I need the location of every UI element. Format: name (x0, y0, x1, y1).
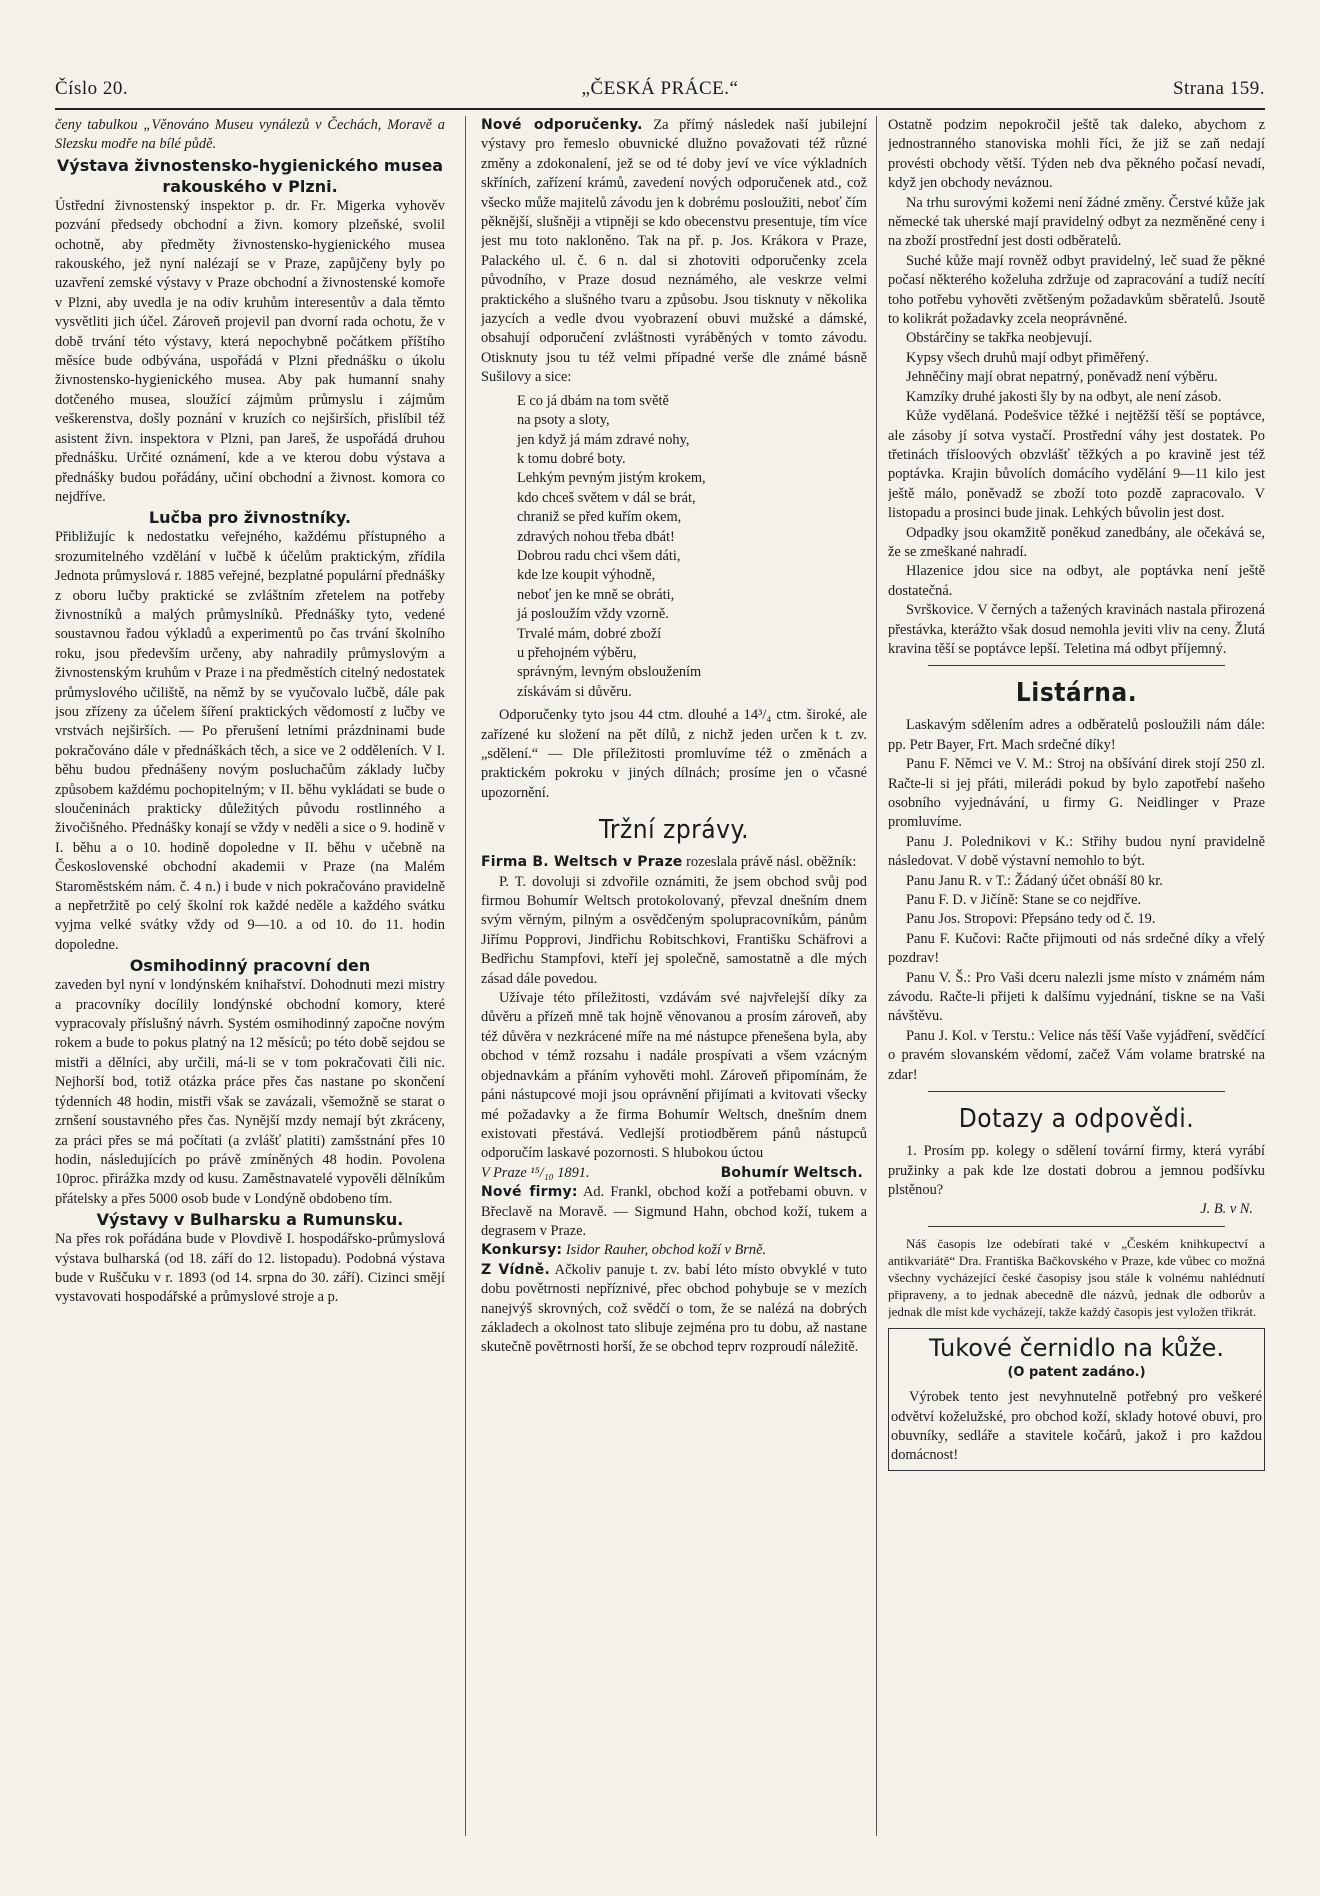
article-heading: Z Vídně. (481, 1261, 550, 1278)
header-rule (55, 108, 1265, 110)
ad-text: Výrobek tento jest nevyhnutelně potřebný pro veškeré odvětví koželužské, pro obchod koží, sklady hotové obuvi, pro obuvníky, sedláře a stavitele kočárů, jakož i pro každou domácnost! (891, 1389, 1262, 1464)
letter-date: V Praze ¹⁵/₁₀ 1891. (481, 1164, 590, 1181)
column-divider-1 (465, 116, 466, 1836)
market-paragraph: Ostatně podzim nepokročil ještě tak daleko, abychom z jednostranného stanoviska mohli říci, že již se zaň nedají provésti obchody větší. Týden neb dva pěkného počasí nevadí, když jen obchody neváznou. (888, 117, 1265, 192)
section-divider (928, 665, 1225, 666)
article-heading: Osmihodinný pracovní den (129, 956, 371, 976)
page-header (55, 78, 1265, 106)
column-3 (888, 116, 1265, 1886)
poem-line: kde lze koupit výhodně, (517, 567, 656, 584)
section-title: Listárna. (1015, 678, 1138, 709)
article-heading: Výstavy v Bulharsku a Rumunsku. (96, 1210, 404, 1230)
article-body: P. T. dovoluji si zdvořile oznámiti, že jsem obchod svůj pod firmou Bohumír Weltsch protokolovaný, převzal dnešním dnem svým věrným, pilným a osvědčeným spolupracovníkům, pánům Jiřímu Popprovi, Jindřichu Robitschkovi, Františku Schäfrovi a Bedřichu Stampfovi, kteří jej společně, samostatně a dle mých zásad dále povedou. (481, 873, 867, 987)
section-title: Tržní zprávy. (598, 815, 750, 846)
subscription-notice: Náš časopis lze odebírati také v „Českém knihkupectví a antikvariátě“ Dra. Františka Bačkovského v Praze, kde vůbec co možná všechny vycházející české časopisy jsou stále k volnému nahlédnutí připraveny, a to jednak abecedně dle názvů, jednak dle odborův a jednak dle míst kde vycházejí, takže každý časopis jest vyložen třikrát. (888, 1235, 1265, 1319)
article-heading: Výstava živnostensko-hygienického musea rakouského v Plzni. (56, 155, 444, 196)
ad-subtitle: (O patent zadáno.) (1007, 1364, 1146, 1380)
article-body: Užívaje této příležitosti, vzdávám své najvřelejší díky za důvěru a přízeň mně tak hojně věnovanou a prosím zároveň, aby též důvěra v nezkrácené míře na mé nástupce přenešena byla, aby obchod v témž rozsahu i nadále prospívati a všem vzácným objednavkám a přáním vyhověti mohl. Zároveň připomínám, že páni nástupcové moji jsou oprávnění přijímati a kvitovati všecky mé požadavky a že firma Bohumír Weltsch, dnešním dnem existovati přestává. Vedlejší protiodběrem pánů nástupců odporučím laskavé pozornosti. S hlubokou úctou (481, 990, 867, 1162)
issue-number: Číslo 20. (55, 78, 129, 99)
article-body: Ad. Frankl, obchod koží a potřebami obuvn. v Břeclavě na Moravě. — Sigmund Hahn, obchod koží, tukem a degrasem v Praze. (481, 1184, 867, 1239)
section-title: Dotazy a odpovědi. (958, 1104, 1195, 1135)
poem (517, 392, 867, 703)
article-heading: Lučba pro živnostníky. (148, 508, 352, 528)
column-divider-2 (876, 116, 877, 1836)
article-heading: Nové odporučenky. (481, 117, 643, 133)
poem-line: neboť jen ke mně se obráti, (517, 586, 675, 603)
section-divider (928, 1226, 1225, 1227)
poem-line: získávám si důvěru. (517, 683, 632, 700)
poem-line: správným, levným obsloužením (517, 664, 702, 681)
market-paragraph: Obstárčiny se takřka neobjevují. (906, 330, 1093, 347)
market-paragraph: Hlazenice jdou sice na odbyt, ale poptávka není ještě dostatečná. (888, 563, 1265, 599)
market-paragraph: Svrškovice. V černých a tažených kravinách nastala přirozená přestávka, kterážto však dosud nemohla jeviti vliv na ceny. Žlutá kravina těší se poptávce lepší. Teletina má odbyt příjemný. (888, 602, 1265, 657)
poem-line: k tomu dobré boty. (517, 450, 626, 467)
market-paragraph: Kamzíky druhé jakosti šly by na odbyt, ale není zásob. (906, 388, 1222, 405)
article-body: Isidor Rauher, obchod koží v Brně. (565, 1242, 767, 1259)
poem-line: Trvalé mám, dobré zboží (517, 625, 662, 642)
letter-answer: Laskavým sdělením adres a odběratelů posloužili nám dále: pp. Petr Bayer, Frt. Mach srdečné díky! (888, 717, 1265, 753)
article-body: Ústřední živnostenský inspektor p. dr. Fr. Migerka vyhověv pozvání předsedy obchodní a živn. komory plzeňské, svolil ochotně, aby předměty živnostensko-hygienického musea rakouského, jež nyní nalézají se v Praze, zapůjčeny byly po uzavření zemské výstavy v Praze obchodní a živnostenské komoře v Plzni, aby uvedla je na odiv kruhům interesentův a dala těmto vysvětliti jich účel. Zároveň projevil pan dvorní rada ochotu, že v době trvání této výstavy, která nepochybně počátkem příštího měsíce bude odbývána, uspořádá v Plzni přednášku o úkolu živnostensko-hygienického musea. Aby pak humanní snahy dotčeného musea, sloužící zájmům průmyslu i zájmům veškerenstva, došly poznání v kruzích co nejširších, přislíbil též asistent živn. inspektora v Plzni, pan Jareš, že uspořádá druhou přednášku. Určité oznámení, kde a ve kterou dobu výstava a přednášky budou pořádány, učiní obchodní a živnost. komora co nejdříve. (55, 197, 445, 505)
section-divider (928, 1091, 1225, 1092)
poem-line: jen když já mám zdravé nohy, (517, 431, 690, 448)
dateline (481, 1164, 867, 1183)
masthead-title: „ČESKÁ PRÁCE.“ (581, 78, 739, 99)
poem-line: Lehkým pevným jistým krokem, (517, 470, 706, 487)
letter-answer: Panu Janu R. v T.: Žádaný účet obnáší 80 kr. (906, 872, 1163, 889)
poem-line: kdo chceš světem v dál se brát, (517, 489, 696, 506)
article-heading: Konkursy: (481, 1242, 563, 1259)
poem-line: zdravých nohou třeba dbát! (517, 528, 675, 545)
market-paragraph: Kypsy všech druhů mají odbyt přiměřený. (906, 349, 1149, 366)
question: 1. Prosím pp. kolegy o sdělení tovární firmy, která vyrábí pružinky a pak kde lze dostati dobrou a jemnou podšívku plstěnou? (888, 1143, 1265, 1198)
poem-line: Dobrou radu chci všem dáti, (517, 547, 681, 564)
poem-line: chraniž se před kuřím okem, (517, 509, 682, 526)
article-body: Odporučenky tyto jsou 44 ctm. dlouhé a 14³/₄ ctm. široké, ale zařízené ku složení na pět dílů, z nichž jeden určen k t. zv. „sdělení.“ — Dle příležitosti promluvíme též o změnách a praktickém pokroku v jiných dílnách; prosíme jen o včasné upozornění. (481, 707, 867, 801)
letter-answer: Panu J. Polednikovi v K.: Střihy budou nyní pravidelně následovat. V době výstavní nemohlo to být. (888, 833, 1265, 870)
article-body: Na přes rok pořádána bude v Plovdivě I. hospodářsko-průmyslová výstava bulharská (od 18. září do 12. listopadu). Podobná výstava bude v Ruščuku v r. 1893 (od 14. srpna do 30. září). Cizinci smějí vystavovati hospodářské a průmyslové stroje a p. (55, 1231, 445, 1306)
letter-answer: Panu F. Němci ve V. M.: Stroj na obšívání direk stojí 250 zl. Račte-li si jej přáti, milerádi pokud by bylo zapotřebí našeho osobního vyjednávání, u firmy G. Neidlinger v Praze promluvíme. (888, 756, 1265, 831)
article-body: Ačkoliv panuje t. zv. babí léto místo obvyklé v tuto dobu povětrnosti nepříznivé, přec obchod pohybuje se v mezích nanejvýš skrovných, což svědčí o tom, že se nalézá na dobrých základech a okolnost tato slibuje zejména pro tu dobu, až nastane skutečně povětrnosti horší, že se obchod teprv rozproudí náležitě. (481, 1261, 867, 1356)
letter-answer: Panu J. Kol. v Terstu.: Velice nás těší Vaše vyjádření, svědčící o pravém slovanském vědomí, začež Vám volame bratrské na zdar! (888, 1027, 1265, 1083)
letter-signer: Bohumír Weltsch. (720, 1164, 863, 1181)
column-1 (55, 116, 445, 1886)
poem-line: na psoty a sloty, (517, 412, 610, 429)
market-paragraph: Jehněčiny mají obrat nepatrný, poněvadž není výběru. (906, 369, 1218, 386)
article-body: Přibližujíc k nedostatku veřejného, každému přístupného a srozumitelného vzdělání v lučbě k účelům praktickým, zřídila Jednota průmyslová r. 1885 veřejné, bezplatné populární přednášky z oboru lučby praktické se zvláštním zřetelem na potřeby živnostníků a malých průmyslníků. Přednášky tyto, vedené soustavnou řadou výkladů a experimentů po čas trvání školního roku, jsou především určeny, aby nahradily průmyslovým a živnostenským kruhům v Praze i na předměstích citelný nedostatek průmyslového učiliště, na němž by se vyučovalo lučbě, dále pak jsou zřízeny za účelem šíření praktických vědomostí z lučby ve vrstvách nejširších. — Po přerušení letními prázdninami bude pokračováno dále v přednáškách těch, a sice ve 2 odděleních. V I. běhu budou přednášeny novým posluchačům základy lučby způsobem každému pochopitelným; v II. běhu vykládati se bude o sloučeninách prakticky důležitých původu rostlinného a živočišného. Přednášky konají se vždy v neděli a sice o 9. hodině v I. běhu a o 10. hodině dopoledne v II. běhu v učebně na Československé obchodní akademii v Praze (na Malém Staroměstském nám. č. 4 n.) i bude v nich pokračováno pravidelně a nepřetržitě po celý školní rok každé neděle a každého svátku vyjma velké svátky vždy od 9—10. a od 10. do 11. hodin dopoledne. (55, 529, 445, 953)
letter-answer: Panu F. D. v Jičíně: Stane se co nejdříve. (906, 892, 1142, 909)
article-body: rozeslala právě násl. oběžník: (686, 854, 857, 871)
article-continuation: čeny tabulkou „Věnováno Museu vynálezů v Čechách, Moravě a Slezsku modře na bílé půdě. (55, 117, 445, 153)
advertisement (888, 1328, 1265, 1471)
market-paragraph: Odpadky jsou okamžitě poněkud zanedbány, ale očekává se, že se zmeškané nahradí. (888, 524, 1265, 560)
article-body: zaveden byl nyní v londýnském knihařství. Dohodnuti mezi mistry a pracovníky docílily londýnské obchodní komory, které vypracovaly příslušný návrh. Systém osmihodinný započne novým rokem a bude to pokus platný na 12 měsíců; po této době sejdou se mistři a dělníci, aby určili, má-li se v tom pokračovati čili nic. Nejhorší bod, totiž otázka práce přes čas nastane po skončení týdenních 48 hodin, mistři však se zavázali, všemožně se starat o zrnšení soustavného přes čas. Nynější mzdy nemají být zkráceny, za práci přes se má počítati (a zvlášť platiti) zamšstnání přes 10 hodin, následujících po právě zmíněných 48 hodin. Povolena 10proc. přirážka mzdy od kusu. Zaměstnavatelé vypověli dělníkům přátelsky a přes 5000 osob bude v Londýně obdobeno tím. (55, 977, 445, 1207)
letter-answer: Panu Jos. Stropovi: Přepsáno tedy od č. 19. (906, 911, 1156, 928)
question-signature: J. B. v N. (1200, 1201, 1253, 1218)
article-heading: Nové firmy: (481, 1184, 578, 1201)
ad-title: Tukové černidlo na kůže. (929, 1333, 1224, 1362)
market-paragraph: Kůže vydělaná. Podešvice těžké i nejtěžší těší se poptávce, ale zásoby jí sotva vystačí. Prostřední váhy jest dostatek. Po třetinách třísloových obzvlášť těžkých a po kravině jest též poptávka. Krajin bůvolích domácího vydělání 9—11 kilo jest ještě málo, poněvadž se zboží toto pozdě zapracovalo. V listopadu a prosinci bude jinak. Lehkých bůvolin jest dost. (888, 408, 1265, 522)
article-body: Za přímý následek naší jubilejní výstavy pro řemeslo obuvnické dlužno považovati též různé změny a zdokonalení, jež se od té doby jeví ve více výkladních skříních, zařízení krámů, zavedení nových odporučenek atd., což všecko může majitelů závodu jen k dobrému posloužiti, neboť čím pěknější, slušněji a vtipněji se kdo obecenstvu presentuje, tím více jest mu toto nakloněno. Tak na př. p. Jos. Krákora v Praze, Palackého ul. č. 6 n. dal si zhotoviti odporučenky zcela původního, v Praze dosud neznámého, ale veskrze velmi praktického a slušného tvaru a způsobu. Jsou tisknuty v několika jazycích a vedle dvou vyobrazení obuvi mužské a dámské, obsahují odporučení zvláštnosti vyráběných v tomto závodu. Otisknuty jsou tu též velmi případné verše dle známé básně Sušilovy a sice: (481, 117, 867, 386)
column-2 (481, 116, 867, 1886)
poem-line: u přehojném výběru, (517, 644, 637, 661)
letter-answer: Panu V. Š.: Pro Vaši dceru nalezli jsme místo v známém nám závodu. Račte-li přijeti k dalšímu vyjednání, tiskne se na Vaši návštěvu. (888, 969, 1265, 1025)
poem-line: já posloužím vždy vzorně. (517, 606, 669, 623)
poem-line: E co já dbám na tom světě (517, 392, 669, 409)
market-paragraph: Na trhu surovými kožemi není žádné změny. Čerstvé kůže jak německé tak uherské mají pravidelný odbyt za nezměněné ceny i na zboží prostřední jest dosti odběratelů. (888, 194, 1265, 250)
page-number: Strana 159. (1172, 78, 1265, 99)
article-heading: Firma B. Weltsch v Praze (481, 854, 683, 871)
letter-answer: Panu F. Kučovi: Račte přijmouti od nás srdečné díky a vřelý pozdrav! (888, 930, 1265, 967)
market-paragraph: Suché kůže mají rovněž odbyt pravidelný, leč suad že pěkné počasí některého koželuha zdržuje od zapracování a tudíž necítí toho potřebu vyhověti zvětšeným požadavkům sběratelů. Jsoutě to kolikrát požadavky zcela neoprávněné. (888, 252, 1265, 328)
